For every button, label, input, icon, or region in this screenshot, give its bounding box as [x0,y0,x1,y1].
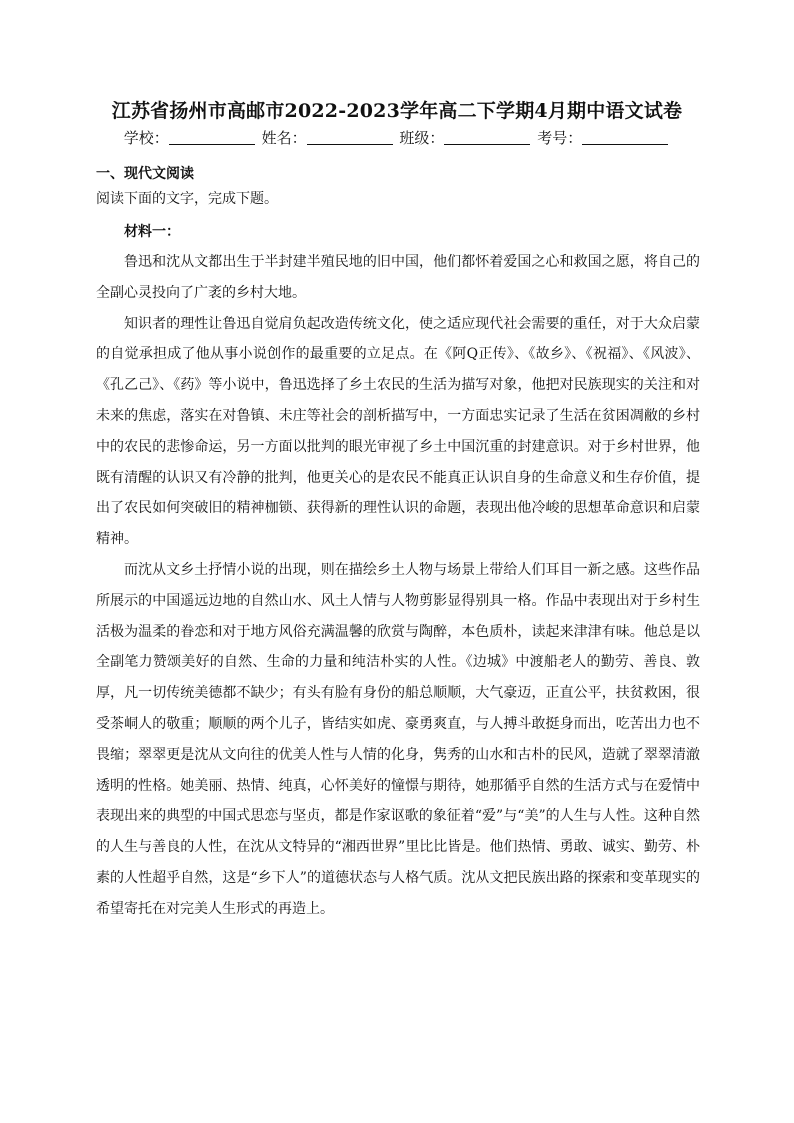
class-blank [444,130,530,145]
reading-instruction: 阅读下面的文字，完成下题。 [96,191,278,207]
exam-title: 江苏省扬州市高邮市2022-2023学年高二下学期4月期中语文试卷 [111,100,683,122]
passage-paragraph-2: 知识者的理性让鲁迅自觉肩负起改造传统文化，使之适应现代社会需要的重任，对于大众启蒙的自觉承担成了他从事小说创作的最重要的立足点。在《阿Q正传》、《故乡》、《祝福》、《风波》、《孔乙己》、《药》等小说中，鲁迅选择了乡土农民的生活为描写对象，他把对民族现实的关注和对未来的焦虑，落实在对鲁镇、未庄等社会的剖析描写中，一方面忠实记录了生活在贫困凋敝的乡村中的农民的悲惨命运，另一方面以批判的眼光审视了乡土中国沉重的封建意识。对于乡村世界，他既有清醒的认识又有冷静的批判，他更关心的是农民不能真正认识自身的生命意义和生存价值，提出了农民如何突破旧的精神枷锁、获得新的理性认识的命题，表现出他冷峻的思想革命意识和启蒙精神。 [96,315,700,548]
section-heading: 一、现代文阅读 [96,166,194,182]
school-blank [169,130,255,145]
passage-paragraph-1: 鲁迅和沈从文都出生于半封建半殖民地的旧中国，他们都怀着爱国之心和救国之愿，将自己的全副心灵投向了广袤的乡村大地。 [96,254,700,301]
exam-number-label: 考号： [537,129,583,147]
material-label: 材料一： [124,224,180,240]
exam-number-blank [582,130,668,145]
name-label: 姓名： [261,129,307,147]
name-blank [307,130,393,145]
passage-body [96,247,700,925]
passage-paragraph-3: 而沈从文乡土抒情小说的出现，则在描绘乡土人物与场景上带给人们耳目一新之感。这些作品所展示的中国遥远边地的自然山水、风土人情与人物剪影显得别具一格。作品中表现出对于乡村生活极为温柔的眷恋和对于地方风俗充满温馨的欣赏与陶醉，本色质朴，读起来津津有味。他总是以全副笔力赞颂美好的自然、生命的力量和纯洁朴实的人性。《边城》中渡船老人的勤劳、善良、敦厚，凡一切传统美德都不缺少；有头有脸有身份的船总顺顺，大气豪迈，正直公平，扶贫救困，很受茶峒人的敬重；顺顺的两个儿子，皆结实如虎、豪勇爽直，与人搏斗敢挺身而出，吃苦出力也不畏缩；翠翠更是沈从文向往的优美人性与人情的化身，隽秀的山水和古朴的民风，造就了翠翠清澈透明的性格。她美丽、热情、纯真，心怀美好的憧憬与期待，她那循乎自然的生活方式与在爱情中表现出来的典型的中国式思恋与坚贞，都是作家讴歌的象征着“爱”与“美”的人生与人性。这种自然的人生与善良的人性，在沈从文特异的“湘西世界”里比比皆是。他们热情、勇敢、诚实、勤劳、朴素的人性超乎自然，这是“乡下人”的道德状态与人格气质。沈从文把民族出路的探索和变革现实的希望寄托在对完美人生形式的再造上。 [96,561,700,917]
class-label: 班级： [399,129,445,147]
student-info-line [0,127,794,148]
school-label: 学校： [123,129,169,147]
